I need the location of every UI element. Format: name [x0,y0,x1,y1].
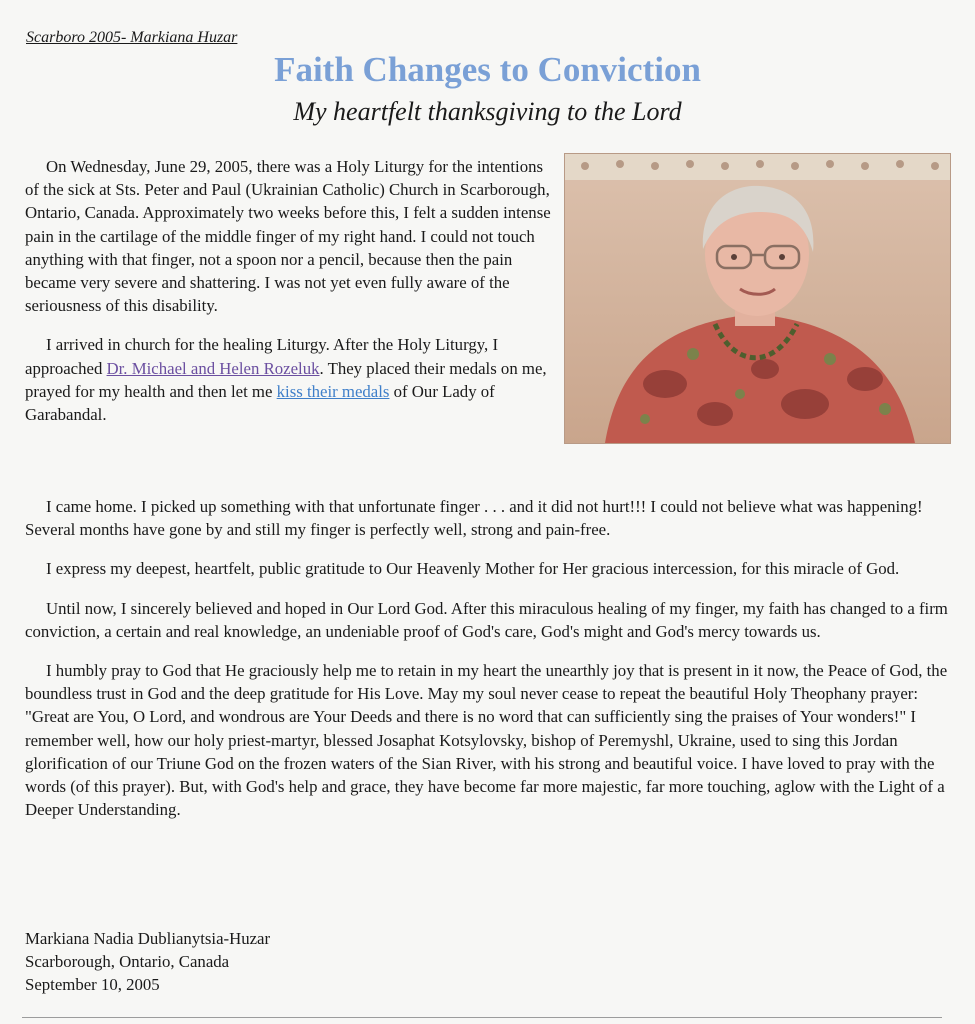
paragraph-5: Until now, I sincerely believed and hoped in Our Lord God. After this miraculous healing of my finger, my faith has changed to a firm conviction, a certain and real knowledge, an undeniable proof of God's care, God's might and God's mercy towards us. [25,598,948,641]
article-subtitle: My heartfelt thanksgiving to the Lord [293,97,682,126]
signature-block [25,927,270,997]
paragraph-3: I came home. I picked up something with that unfortunate finger . . . and it did not hurt!!! I could not believe what was happening! Several months have gone by and still my finger is perfectly well, strong and pain-free. [25,497,923,540]
paragraph-4: I express my deepest, heartfelt, public gratitude to Our Heavenly Mother for Her gracious intercession, for this miracle of God. [46,559,900,579]
bottom-divider [22,1017,942,1018]
paragraph-6: I humbly pray to God that He graciously help me to retain in my heart the unearthly joy that is present in it now, the Peace of God, the boundless trust in God and the deep gratitude for His Love. May my soul never cease to repeat the beautiful Holy Theophany prayer: "Great are You, O Lord, and wondrous are Your Deeds and there is no word that can sufficiently sing the praises of Your wonders!" I remember well, how our holy priest-martyr, blessed Josaphat Kotsylovsky, bishop of Peremyshl, Ukraine, used to sing this Jordan glorification of our Triune God on the frozen waters of the Sian River, with his strong and beautiful voice. I have loved to pray with the words (of this prayer). But, with God's help and grace, they have become far more majestic, far more touching, aglow with the Light of a Deeper Understanding. [25,661,948,820]
paragraph-2-text-a: I arrived in church for the healing Liturgy. After the Holy Liturgy, I approached [25,335,499,378]
signature-name: Markiana Nadia Dublianytsia-Huzar [25,929,271,948]
portrait-photo [564,153,951,444]
kiss-medals-link[interactable]: kiss their medals [276,381,390,401]
signature-date: September 10, 2005 [25,975,160,995]
paragraph-2-text-c: of Our Lady of Garabandal. [25,381,495,425]
paragraph-2-text-b: . They placed their medals on me, prayed for my health and then let me [25,358,547,401]
source-line: Scarboro 2005- Markiana Huzar [26,29,238,46]
rozeluk-link[interactable]: Dr. Michael and Helen Rozeluk [106,358,320,378]
intro-column [25,155,560,442]
article-title: Faith Changes to Conviction [274,50,701,89]
paragraph-1: On Wednesday, June 29, 2005, there was a Holy Liturgy for the intentions of the sick at Sts. Peter and Paul (Ukrainian Catholic) Church in Scarborough, Ontario, Canada. Approximately two weeks before this, I felt a sudden intense pain in the cartilage of the middle finger of my right hand. I could not touch anything with that finger, not a spoon nor a pencil, because then the pain became very severe and shattering. I was not yet even fully aware of the seriousness of this disability. [25,157,551,316]
portrait-illustration [565,154,950,443]
signature-location: Scarborough, Ontario, Canada [25,952,230,972]
main-body [25,495,950,837]
paragraph-2 [25,333,560,426]
